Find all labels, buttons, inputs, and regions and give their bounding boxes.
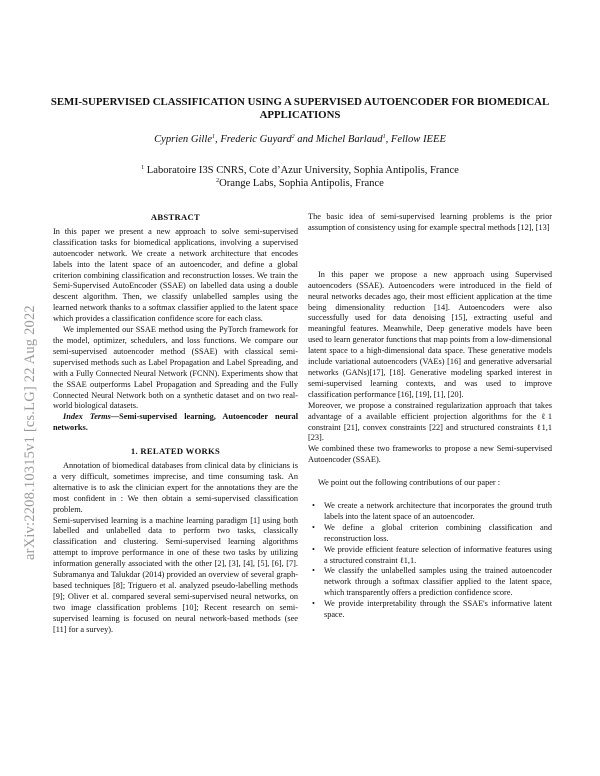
body-paragraph: Annotation of biomedical databases from clinical data by clinicians is a very difficult, sometimes imprecise, and time consuming task. An alternative is to ask the clinician expert for the annotations they are the most confident in : We then obtain a semi-supervised classification problem.	[53, 461, 298, 514]
author-name: Michel Barlaud	[315, 134, 383, 145]
body-paragraph: Moreover, we propose a constrained regularization approach that takes advantage of a available efficient projection algorithms for the ℓ1 constraint [21], convex constraints [22] and structured constraints ℓ1,1 [23].	[308, 400, 552, 443]
affiliation-text: Orange Labs, Sophia Antipolis, France	[219, 178, 384, 189]
abstract-paragraph: In this paper we present a new approach to solve semi-supervised classification tasks for biomedical applications, involving a supervised autoencoder network. We create a network architecture that encodes labels into the latent space of an autoencoder, and define a global criterion combining classification and reconstruction losses. We train the Semi-Supervised AutoEncoder (SSAE) on labelled data using a double descent algorithm. Then, we classify unlabelled samples using the learned network thanks to a softmax classifier applied to the latent space which provides a classification confidence score for each class.	[53, 226, 298, 324]
affiliation-marker: 1	[212, 134, 216, 140]
body-paragraph: Semi-supervised learning is a machine learning paradigm [1] using both labelled and unlabelled data to perform two tasks, classically classification and clustering. Semi-supervised learning algorithms attempt to improve performance in one of these two tasks by utilizing information generally associated with the other [2], [3], [4], [5], [6], [7]. Subramanya and Talukdar (2014) provided an overview of several graph-based techniques [8]; Triguero et al. analyzed pseudo-labelling methods [9]; Oliver et al. compared several semi-supervised neural networks, on two image classification problems [10]; Recent research on semi-supervised learning is focused on neural network-based methods (see [11] for a survey).	[53, 515, 298, 634]
body-paragraph: The basic idea of semi-supervised learning problems is the prior assumption of consistency using for example spectral methods [12], [13]	[308, 212, 552, 232]
body-paragraph: We combined these two frameworks to propose a new Semi-supervised Autoencoder (SSAE).	[308, 444, 552, 465]
bullet-icon: •	[312, 566, 315, 576]
affiliation-marker: 2	[291, 134, 295, 140]
index-terms-label: Index Terms	[63, 412, 111, 422]
paper-title: SEMI-SUPERVISED CLASSIFICATION USING A SUPERVISED AUTOENCODER FOR BIOMEDICAL APPLICATIONS	[50, 96, 550, 121]
list-item	[312, 566, 552, 599]
body-paragraph: In this paper we propose a new approach using Supervised autoencoders (SSAE). Autoencoders were introduced in the field of neural networks decades ago, their most efficient application at the time being dimensionality reduction [14]. Autoencoders were also successfully used for data denoising [15], extracting useful and meaningful features. Meanwhile, Deep generative models have been used to learn generator functions that map points from a low-dimensional latent space to a high-dimensional data space. These generative models include variational autoencoders (VAEs) [16] and generative adversarial networks (GANs)[17], [18]. Generative modeling sparked interest in semi-supervised learning contexts, and was used to improve classification performance [16], [19], [1], [20].	[308, 269, 552, 399]
affiliation-line	[40, 177, 560, 190]
index-terms-text: —Semi-supervised learning, Autoencoder neural networks.	[53, 412, 298, 433]
list-item-text: We define a global criterion combining classification and reconstruction loss.	[324, 522, 552, 543]
author-separator: ,	[215, 134, 221, 145]
author-list	[40, 134, 560, 145]
list-item-text: We provide efficient feature selection of informative features using a structured constraint ℓ1,1.	[324, 544, 552, 565]
right-column	[308, 212, 552, 621]
abstract-heading: ABSTRACT	[150, 212, 201, 222]
abstract-paragraph: We implemented our SSAE method using the PyTorch framework for the model, optimizer, schedulers, and loss functions. We compare our semi-supervised autoencoder method (SSAE) with classical semi-supervised methods such as Label Propagation and Label Spreading, and with a Fully Connected Neural Network (FCNN). Experiments show that the SSAE outperforms Label Propagation and Spreading and the Fully Connected Neural Network both on a synthetic dataset and on two real-world biological datasets.	[53, 325, 298, 411]
affiliation-marker: 1	[382, 134, 386, 140]
index-terms	[53, 412, 298, 434]
list-item	[312, 522, 552, 545]
section-heading: 1. RELATED WORKS	[130, 446, 221, 457]
left-column	[53, 212, 298, 636]
affiliation-marker: 2	[216, 178, 220, 184]
list-item	[312, 544, 552, 567]
list-item	[312, 599, 552, 621]
bullet-icon: •	[312, 501, 315, 511]
list-item-text: We classify the unlabelled samples using the trained autoencoder network through a softmax classifier applied to the latent space, which transparently offers a prediction confidence score.	[324, 566, 552, 598]
affiliation-line	[40, 164, 560, 177]
affiliation-marker: 1	[141, 165, 145, 171]
arxiv-identifier[interactable]: arXiv:2208.10315v1 [cs.LG] 22 Aug 2022	[22, 305, 38, 560]
list-item-text: We create a network architecture that incorporates the ground truth labels into the latent space of an autoencoder.	[324, 501, 552, 521]
bullet-icon: •	[312, 544, 315, 554]
author-name: Frederic Guyard	[220, 134, 292, 145]
body-paragraph: We point out the following contributions of our paper :	[318, 478, 501, 488]
contributions-list	[308, 501, 552, 621]
bullet-icon: •	[312, 522, 315, 532]
list-item-text: We provide interpretability through the SSAE's informative latent space.	[324, 599, 552, 620]
author-suffix: , Fellow IEEE	[385, 134, 446, 145]
list-item	[312, 501, 552, 523]
author-name: Cyprien Gille	[154, 134, 213, 145]
affiliation-text: Laboratoire I3S CNRS, Cote d’Azur University, Sophia Antipolis, France	[144, 165, 459, 176]
affiliations	[40, 164, 560, 190]
author-separator: and	[294, 134, 316, 145]
bullet-icon: •	[312, 599, 315, 609]
